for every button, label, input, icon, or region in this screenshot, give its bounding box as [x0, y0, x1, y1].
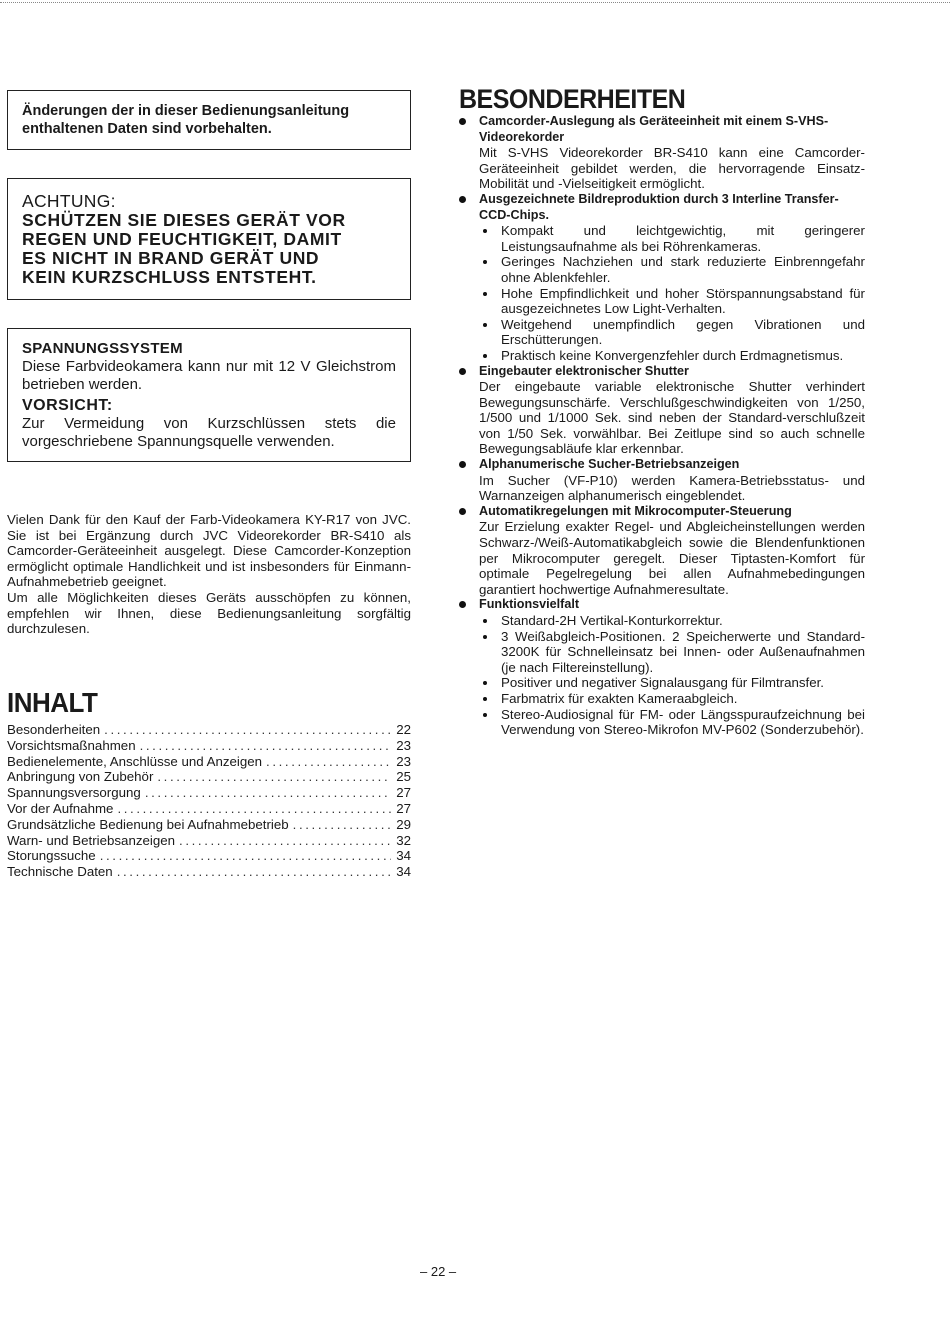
feature-heading: Eingebauter elektronischer Shutter [479, 363, 689, 378]
toc-entry [7, 769, 411, 785]
feature-heading: Funktionsvielfalt [479, 597, 580, 612]
sub-item [479, 691, 865, 707]
toc-entry-page: 34 [396, 864, 411, 880]
intro-text [7, 512, 411, 637]
toc-entry-label: Grundsätzliche Bedienung bei Aufnahmebetrieb [7, 816, 289, 832]
small-bullet-icon [483, 292, 487, 296]
warning-box [7, 178, 411, 300]
page-number: – 22 – [420, 1264, 457, 1279]
toc-leader [117, 864, 391, 880]
bullet-icon [459, 196, 466, 203]
power-box [7, 328, 411, 462]
small-bullet-icon [483, 635, 487, 639]
small-bullet-icon [483, 619, 487, 623]
toc-leader [157, 769, 391, 785]
right-column [457, 84, 865, 738]
feature-item [457, 504, 865, 598]
small-bullet-icon [483, 229, 487, 233]
sub-item-text: Praktisch keine Konvergenzfehler durch Erdmagnetismus. [501, 347, 844, 363]
toc-leader [266, 754, 391, 770]
notice-box [7, 90, 411, 150]
sub-item-text: Standard-2H Vertikal-Konturkorrektur. [501, 613, 723, 628]
warning-line: SCHÜTZEN SIE DIESES GERÄT VOR [22, 210, 346, 230]
toc-entry-label: Besonderheiten [7, 722, 101, 737]
toc-entry-label: Technische Daten [7, 864, 113, 880]
small-bullet-icon [483, 323, 487, 327]
sub-item [479, 613, 865, 629]
toc-entry-label: Storungssuche [7, 848, 96, 864]
toc-entry-label: Spannungsversorgung [7, 785, 141, 801]
sub-item [479, 223, 865, 254]
sub-item-text: Hohe Empfindlichkeit und hoher Störspannungsabstand für ausgezeichnetes Low Light-Verhalten. [501, 285, 865, 317]
sub-item-text: Geringes Nachziehen und stark reduzierte Einbrenngefahr ohne Ablenkfehler. [501, 254, 865, 285]
sub-item [479, 317, 865, 348]
toc-entry [7, 722, 411, 738]
toc-entry [7, 785, 411, 801]
top-rule [0, 2, 950, 3]
bullet-icon [459, 508, 466, 515]
toc-entry-page: 32 [396, 832, 411, 848]
bullet-icon [459, 461, 466, 468]
feature-heading: Automatikregelungen mit Mikrocomputer-Steuerung [479, 503, 792, 518]
toc-leader [140, 738, 391, 754]
toc-entry-page: 22 [396, 722, 411, 737]
toc-entry [7, 738, 411, 754]
toc-leader [104, 722, 391, 738]
sub-item [479, 707, 865, 738]
sub-item-text: Farbmatrix für exakten Kameraabgleich. [501, 690, 738, 706]
toc-entry [7, 864, 411, 880]
toc-entry-page: 23 [396, 737, 411, 753]
toc-entry [7, 801, 411, 817]
warning-line: KEIN KURZSCHLUSS ENTSTEHT. [22, 267, 317, 287]
sub-item-text: 3 Weißabgleich-Positionen. 2 Speicherwerte und Standard-3200K für Schnelleinsatz bei Innen- oder Außenaufnahmen (je nach Filtereinstellung). [501, 628, 865, 675]
sub-item [479, 254, 865, 285]
feature-description: Der eingebaute variable elektronische Shutter verhindert Bewegungsunschärfe. Verschlußgeschwindigkeiten von 1/250, 1/500 und 1/1000 Sek. sind neben der Standard-verschlußzeit von 1/50 Sek. vorwählbar. Bei Zeitlupe sind so auch schnelle Bewegungsabläufe klar erkennbar. [479, 379, 865, 457]
small-bullet-icon [483, 354, 487, 358]
small-bullet-icon [483, 697, 487, 701]
small-bullet-icon [483, 260, 487, 264]
toc-entry-page: 29 [396, 816, 411, 832]
warning-title: ACHTUNG: [22, 191, 116, 211]
bullet-icon [459, 368, 466, 375]
toc-entry-label: Bedienelemente, Anschlüsse und Anzeigen [7, 753, 263, 769]
toc-title: INHALT [7, 686, 98, 719]
notice-line: enthaltenen Daten sind vorbehalten. [22, 121, 272, 137]
feature-description: Zur Erzielung exakter Regel- und Abgleicheinstellungen werden Schwarz-/Weiß-Automatikabgleich sowie die Blendenfunktionen per Mikrocomputer geregelt. Dieser Tiptasten-Komfort für optimale Pegelregelung bei allen Aufnahmebedingungen garantiert hochwertige Aufnahmeresultate. [479, 519, 865, 597]
intro-paragraph: Um alle Möglichkeiten dieses Geräts ausschöpfen zu können, empfehlen wir Ihnen, diese Bedienungsanleitung sorgfältig durchzulesen. [7, 589, 411, 637]
bullet-icon [459, 601, 466, 608]
feature-description: Mit S-VHS Videorekorder BR-S410 kann eine Camcorder-Geräteeinheit gebildet werden, die hervorragende Einsatz-Mobilität und -Vielseitigkeit ermöglicht. [479, 145, 865, 192]
warning-line: REGEN UND FEUCHTIGKEIT, DAMIT [22, 229, 342, 249]
toc-leader [145, 785, 391, 801]
feature-item [457, 114, 865, 192]
toc-entry [7, 754, 411, 770]
toc-leader [100, 848, 391, 864]
toc-entry-label: Warn- und Betriebsanzeigen [7, 832, 176, 848]
toc-entry-label: Vor der Aufnahme [7, 800, 114, 816]
sub-item [479, 629, 865, 676]
feature-description: Im Sucher (VF-P10) werden Kamera-Betriebsstatus- und Warnanzeigen alphanumerisch eingeblendet. [479, 472, 865, 504]
features-title: BESONDERHEITEN [459, 84, 686, 115]
bullet-icon [459, 118, 466, 125]
intro-paragraph: Vielen Dank für den Kauf der Farb-Videokamera KY-R17 von JVC. Sie ist bei Ergänzung durch JVC Videorekorder BR-S410 als Camcorder-Geräteeinheit ausgelegt. Diese Camcorder-Konzeption ermöglicht optimale Handlichkeit und ist insbesonders für Einmann-Aufnahmebetrieb geeignet. [7, 512, 411, 590]
sub-item-text: Weitgehend unempfindlich gegen Vibrationen und Erschütterungen. [501, 316, 865, 348]
toc-entry [7, 833, 411, 849]
feature-item [457, 457, 865, 504]
sub-item-text: Positiver und negativer Signalausgang für Filmtransfer. [501, 675, 824, 691]
toc-entry-label: Anbringung von Zubehör [7, 769, 154, 785]
feature-heading: Alphanumerische Sucher-Betriebsanzeigen [479, 457, 740, 472]
notice-line: Änderungen der in dieser Bedienungsanleitung [22, 103, 350, 119]
sub-item [479, 286, 865, 317]
small-bullet-icon [483, 713, 487, 717]
sub-item-text: Kompakt und leichtgewichtig, mit geringerer Leistungsaufnahme als bei Röhrenkameras. [501, 223, 865, 254]
sub-item-text: Stereo-Audiosignal für FM- oder Längsspuraufzeichnung bei Verwendung von Stereo-Mikrofon MV-P602 (Sonderzubehör). [501, 706, 865, 738]
caution-text: Zur Vermeidung von Kurzschlüssen stets die vorgeschriebene Spannungsquelle verwenden. [22, 415, 396, 450]
caution-title: VORSICHT: [22, 397, 113, 414]
sub-item [479, 675, 865, 691]
feature-item [457, 597, 865, 737]
toc-entry-page: 23 [396, 753, 411, 769]
toc-entry-page: 27 [396, 785, 411, 801]
toc-leader [117, 801, 391, 817]
feature-heading: Camcorder-Auslegung als Geräteeinheit mit einem S-VHS-Videorekorder [479, 114, 829, 144]
toc-entry-page: 34 [396, 848, 411, 864]
toc-leader [179, 833, 391, 849]
feature-heading: Ausgezeichnete Bildreproduktion durch 3 Interline Transfer-CCD-Chips. [479, 191, 839, 222]
toc-entry-page: 27 [396, 800, 411, 816]
power-text: Diese Farbvideokamera kann nur mit 12 V Gleichstrom betrieben werden. [22, 358, 396, 393]
sub-item [479, 348, 865, 364]
power-title: SPANNUNGSSYSTEM [22, 340, 183, 357]
toc-leader [293, 817, 391, 833]
feature-item [457, 192, 865, 364]
toc-entry [7, 848, 411, 864]
toc-entry-label: Vorsichtsmaßnahmen [7, 737, 136, 753]
feature-item [457, 364, 865, 458]
toc-entry-page: 25 [396, 769, 411, 785]
table-of-contents [7, 722, 411, 880]
features-list [457, 114, 865, 738]
warning-line: ES NICHT IN BRAND GERÄT UND [22, 248, 320, 268]
toc-entry [7, 817, 411, 833]
small-bullet-icon [483, 681, 487, 685]
